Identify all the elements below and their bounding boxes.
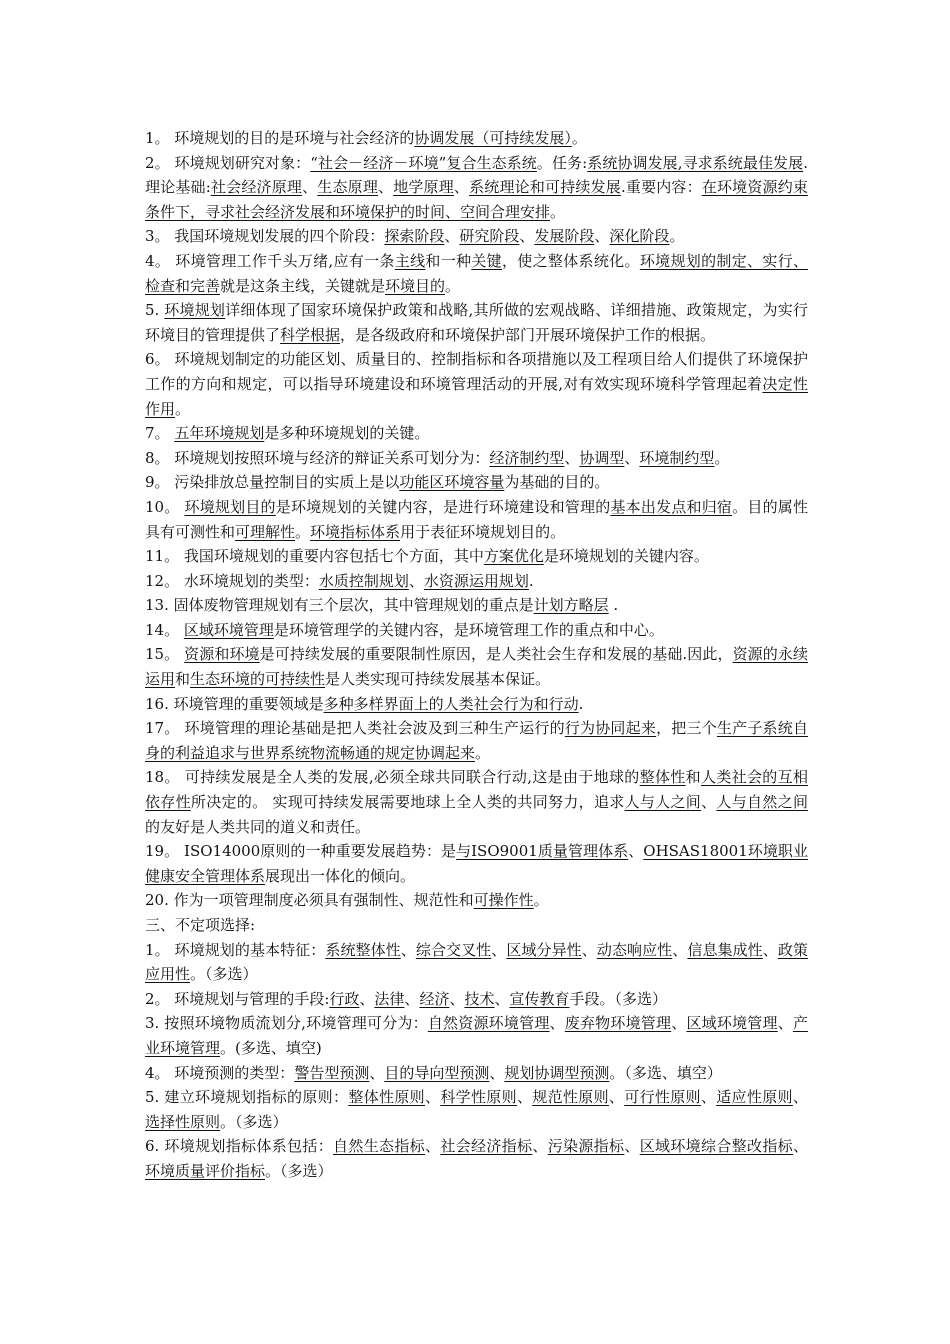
text-run: 4。 环境管理工作千头万绪,应有一条 [145,251,395,270]
underlined-answer: 在环境资源约束条件下，寻求社会经济发展和环境保护的时间、空间合理安排 [145,178,808,221]
underlined-answer: 区域环境管理 [183,620,274,639]
text-run: 、 [792,1137,808,1156]
paragraph [145,151,808,225]
text-run: ，使之整体系统化。 [501,251,640,270]
text-run: 。目的属性具有可测性和 [145,497,808,541]
underlined-answer: 选择性原则 [145,1112,221,1131]
text-run: 。 [175,399,191,418]
text-run: 6。 环境规划制定的功能区划、质量目的、控制指标和各项措施以及工程项目给人们提供了环境保护工作的方向和规定，可以指导环境建设和环境管理活动的开展,对有效实现环境科学管理起着 [145,350,808,393]
underlined-answer: 环境规划目的 [184,497,276,516]
text-run: ，是各级政府和环境保护部门开展环境保护工作的根据。 [340,325,716,344]
text-run: 3. 按照环境物质流划分,环境管理可分为： [145,1014,428,1033]
underlined-answer: 主线 [394,251,426,270]
underlined-answer: 环境质量评价指标 [145,1161,266,1180]
underlined-answer: 发展阶段 [534,227,595,246]
text-run: 3。 我国环境规划发展的四个阶段： [145,227,385,246]
text-run: 4。 环境预测的类型： [145,1063,295,1082]
text-run: 、 [494,989,510,1008]
text-run: 。 [295,522,311,541]
text-run: 13. 固体废物管理规划有三个层次，其中管理规划的重点是 [145,596,534,615]
text-run: 。 [571,129,587,147]
underlined-answer: 生态原理 [317,178,378,197]
underlined-answer: 协调型 [579,448,625,467]
text-run: 、 [581,940,597,959]
text-run: 。 [550,202,566,221]
text-run: 和 [175,670,191,689]
text-run: 为基础的目的。 [504,473,610,492]
text-run: 、 [624,448,640,467]
paragraph [145,446,808,471]
underlined-answer: 资源和环境 [184,645,260,664]
text-run: 、 [425,1137,441,1156]
paragraph [145,421,808,446]
underlined-answer: 关键 [471,251,502,270]
underlined-answer: 系统理论和可持续发展 [469,178,621,197]
text-run: 。 [669,227,685,246]
paragraph [145,1061,808,1086]
text-run: 、 [672,940,688,959]
text-run: 8。 环境规划按照环境与经济的辩证关系可划分为： [145,448,490,467]
underlined-answer: 政策应用性 [145,940,808,984]
text-run: 、 [762,940,778,959]
underlined-answer: 自然生态指标 [333,1137,426,1156]
text-run: 、 [378,178,394,197]
text-run: 、 [369,1063,385,1082]
text-run: 2。 环境规划与管理的手段: [145,989,330,1008]
text-run: 、 [594,227,610,246]
text-run: 、 [519,227,535,246]
underlined-answer: 环境规划 [164,301,226,320]
underlined-answer: OHSAS18001环境职业健康安全管理体系 [145,842,808,885]
underlined-answer: 人与人之间 [624,793,702,812]
underlined-answer: 生产子系统自身的利益追求与世界系统物流畅通的规定协调起来 [145,719,808,762]
underlined-answer: 社会经济指标 [440,1137,533,1156]
paragraph [145,938,808,987]
paragraph [145,642,808,691]
underlined-answer: 行政 [329,989,360,1008]
paragraph [145,569,808,594]
underlined-answer: 计划方略层 [533,596,609,615]
text-run: 展现出一体化的倾向。 [265,866,416,885]
underlined-answer: 科学性原则 [440,1088,517,1107]
text-run: 。（多选） [190,965,258,984]
underlined-answer: 警告型预测 [294,1063,370,1082]
underlined-answer: 深化阶段 [609,227,670,246]
text-run: 、 [424,1088,441,1107]
text-run: 15。 [145,645,185,664]
text-run: 、 [449,989,465,1008]
text-run: 、 [359,989,375,1008]
text-run: 、 [444,227,460,246]
text-run: 9。 污染排放总量控制目的实质上是以 [145,473,400,492]
text-run: 、 [491,940,507,959]
text-run: 详细体现了国家环境保护政策和战略,其所做的宏观战略、详细措施、政策规定，为实行环境目的管理提供了 [145,301,808,344]
text-run: 就是这条主线，关键就是 [220,276,386,295]
underlined-answer: 综合交叉性 [415,940,492,959]
text-run: 10。 [145,497,185,516]
underlined-answer: 环境规划的制定、实行、检查和完善 [145,251,808,295]
text-run: 1。 环境规划的目的是环境与社会经济的 [145,129,415,147]
underlined-answer: 资源的永续运用 [145,645,808,689]
underlined-answer: 多种多样界面上的人类社会行为和行动 [323,694,579,713]
text-run: 、 [792,1088,808,1107]
text-run: 、 [453,178,470,197]
underlined-answer: 方案优化 [483,547,544,566]
text-run: 是可持续发展的重要限制性原因，是人类社会生存和发展的基础.因此， [259,645,733,664]
underlined-answer: 污染源指标 [547,1137,625,1156]
underlined-answer: 可理解性 [235,522,296,541]
text-run: 6. 环境规划指标体系包括： [145,1137,334,1156]
underlined-answer: 整体性原则 [348,1088,425,1107]
text-run: 、 [564,448,580,467]
text-run: 7。 [145,424,175,443]
text-run: 16. 环境管理的重要领域是 [145,694,324,713]
underlined-answer: 系统整体性 [325,940,401,959]
paragraph [145,716,808,765]
paragraph [145,765,808,839]
underlined-answer: 行为协同起来 [564,719,657,738]
text-run: 、 [671,1014,687,1033]
underlined-answer: 规划协调型预测 [504,1063,610,1082]
underlined-answer: 环境指标体系 [310,522,401,541]
text-run: 5. [145,301,165,320]
underlined-answer: 探索阶段 [384,227,445,246]
section-heading [145,913,808,938]
paragraph [145,1085,808,1134]
text-run: 。（多选） [265,1161,333,1180]
underlined-answer: 法律 [374,989,405,1008]
text-run: 18。 可持续发展是全人类的发展,必须全球共同联合行动,这是由于地球的 [145,768,640,787]
text-run: 是环境管理学的关键内容，是环境管理工作的重点和中心。 [273,620,664,639]
underlined-answer: 宣传教育 [509,989,570,1008]
underlined-answer: 经济制约型 [489,448,565,467]
underlined-answer: 技术 [464,989,495,1008]
text-run: 。 [533,891,549,910]
text-run: 三、不定项选择: [145,916,256,934]
paragraph [145,1011,808,1060]
underlined-answer: 可行性原则 [624,1088,701,1107]
paragraph [145,495,808,544]
text-run: 、 [549,1014,565,1033]
paragraph [145,347,808,421]
underlined-answer: 区域环境综合整改指标 [639,1137,793,1156]
underlined-answer: 决定性作用 [145,374,808,418]
text-run: 。 [445,276,461,295]
text-run: 是人类实现可持续发展基本保证。 [325,670,551,689]
text-run: 、 [628,842,644,861]
text-run: 、 [489,1063,505,1082]
paragraph [145,839,808,888]
text-run: ，把三个 [656,719,717,738]
text-run: 。 [475,743,491,762]
text-run: 14。 [145,620,184,639]
text-run: 17。 环境管理的理论基础是把人类社会波及到三种生产运行的 [145,719,565,738]
text-run: 、 [701,793,717,812]
paragraph [145,618,808,643]
paragraph [145,126,808,151]
underlined-answer: 动态响应性 [596,940,673,959]
text-run: 所决定的。 实现可持续发展需要地球上全人类的共同努力，追求 [190,793,625,812]
underlined-answer: 人与自然之间 [716,793,808,812]
text-run: 、 [400,940,416,959]
text-run: 。任务: [536,153,588,172]
underlined-answer: 协调发展（可持续发展） [414,129,572,147]
text-run: 20. 作为一项管理制度必须具有强制性、规范性和 [145,891,474,910]
text-run: 19。 ISO14000原则的一种重要发展趋势：是 [145,842,457,861]
paragraph [145,224,808,249]
underlined-answer: 区域分异性 [506,940,582,959]
text-run: 用于表征环境规划目的。 [400,522,566,541]
text-run: 。(多选、填空) [220,1038,322,1057]
underlined-answer: 经济 [419,989,450,1008]
underlined-answer: 自然资源环境管理 [427,1014,550,1033]
underlined-answer: 与ISO9001质量管理体系 [456,842,629,861]
underlined-answer: 环境目的 [385,276,446,295]
text-run: 、 [404,989,420,1008]
text-run: . [608,596,619,615]
text-run: 、 [700,1088,717,1107]
underlined-answer: 产业环境管理 [145,1014,808,1057]
text-run: 、 [408,571,424,590]
paragraph [145,544,808,569]
paragraph [145,888,808,913]
paragraph [145,987,808,1012]
paragraph [145,1134,808,1183]
text-run: 。（多选、填空） [609,1063,722,1082]
underlined-answer: 目的导向型预测 [384,1063,490,1082]
underlined-answer: 地学原理 [393,178,454,197]
paragraph [145,249,808,298]
underlined-answer: 五年环境规划 [174,424,265,443]
underlined-answer: 整体性 [639,768,686,787]
document-page [145,126,808,1184]
text-run: 12。 水环境规划的类型： [145,571,319,590]
text-run: 。 [714,448,730,467]
underlined-answer: 规范性原则 [532,1088,609,1107]
text-run: 、 [777,1014,793,1033]
underlined-answer: 水资源运用规划 [423,571,529,590]
text-run: .重要内容： [620,178,702,197]
underlined-answer: 科学根据 [280,325,341,344]
text-run: 和一种 [425,251,472,270]
underlined-answer: 系统协调发展,寻求系统最佳发展 [587,153,804,172]
paragraph [145,298,808,347]
underlined-answer: 人类社会的互相依存性 [145,768,808,812]
text-run: 手段。（多选） [569,989,668,1008]
underlined-answer: “社会－经济－环境”复合生态系统 [310,153,537,172]
underlined-answer: 区域环境管理 [686,1014,778,1033]
underlined-answer: 社会经济原理 [210,178,303,197]
text-run: 、 [608,1088,625,1107]
text-run: 、 [516,1088,533,1107]
underlined-answer: 环境制约型 [639,448,715,467]
underlined-answer: 适应性原则 [716,1088,793,1107]
text-run: 5. 建立环境规划指标的原则： [145,1088,349,1107]
underlined-answer: 废弃物环境管理 [564,1014,672,1033]
paragraph [145,692,808,717]
text-run: . [578,694,584,713]
text-run: 2。 环境规划研究对象： [145,153,311,172]
text-run: 是环境规划的关键内容。 [543,547,709,566]
text-run: 是环境规划的关键内容，是进行环境建设和管理的 [275,497,611,516]
text-run: 。（多选） [220,1112,288,1131]
text-run: 和 [685,768,701,787]
text-run: 1。 环境规划的基本特征： [145,940,326,959]
paragraph [145,593,808,618]
text-run: 是多种环境规划的关键。 [264,424,430,443]
underlined-answer: 研究阶段 [459,227,520,246]
text-run: .理论基础: [145,153,808,197]
text-run: 11。 我国环境规划的重要内容包括七个方面，其中 [145,547,484,566]
underlined-answer: 可操作性 [473,891,534,910]
underlined-answer: 基本出发点和归宿 [610,497,733,516]
text-run: 、 [532,1137,548,1156]
underlined-answer: 功能区环境容量 [399,473,505,492]
paragraph [145,470,808,495]
underlined-answer: 信息集成性 [687,940,763,959]
underlined-answer: 生态环境的可持续性 [190,670,326,689]
text-run: 、 [624,1137,640,1156]
text-run: . [528,571,534,590]
underlined-answer: 水质控制规划 [318,571,409,590]
text-run: 、 [302,178,318,197]
text-run: 的友好是人类共同的道义和责任。 [145,817,371,836]
